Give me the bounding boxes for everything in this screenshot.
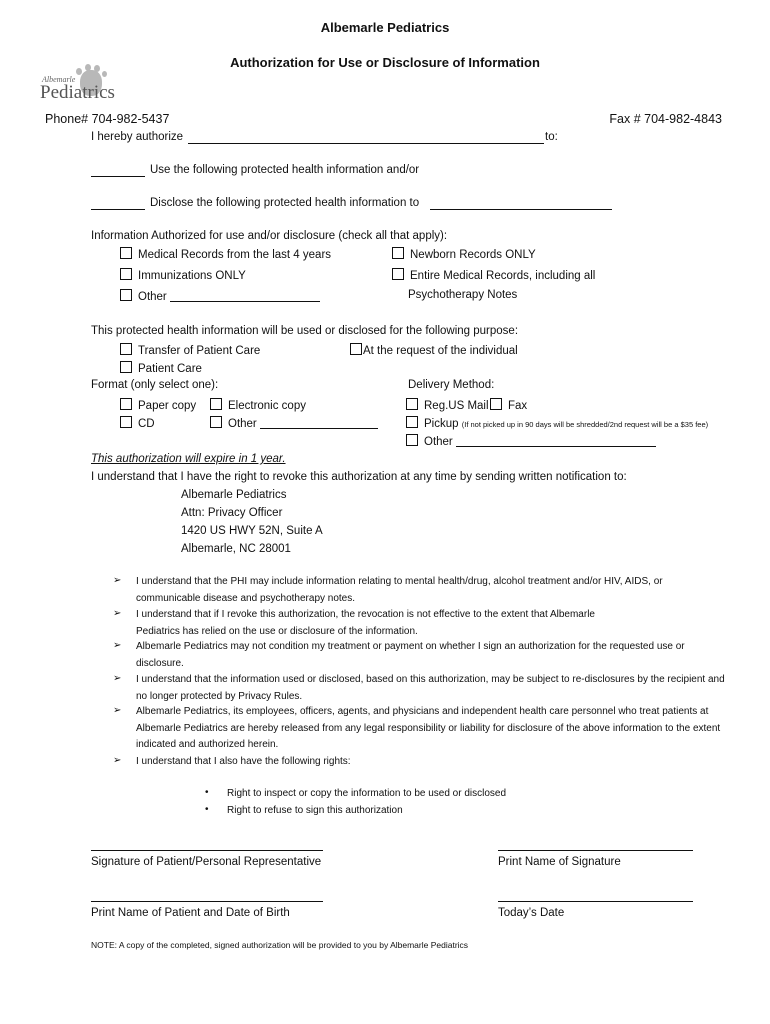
- checkbox[interactable]: [210, 416, 222, 428]
- understanding-item: I understand that the information used or disclosed, based on this authorization, may be subject to re-disclosures by the recipient and no longer protected by Privacy Rules.: [136, 674, 725, 702]
- format-other-option[interactable]: [210, 416, 257, 430]
- disclose-option-label: Disclose the following protected health information to: [150, 197, 420, 209]
- signature-field[interactable]: [91, 850, 323, 851]
- authorize-recipient-field[interactable]: [188, 143, 544, 144]
- checkbox[interactable]: [120, 247, 132, 259]
- option-label: Other: [138, 291, 167, 303]
- option-label: Newborn Records ONLY: [410, 249, 536, 261]
- checkbox[interactable]: [406, 434, 418, 446]
- entire-records-option-line2: Psychotherapy Notes: [408, 289, 518, 301]
- option-label: Reg.US Mail: [424, 400, 489, 412]
- use-option-label: Use the following protected health information and/or: [150, 164, 420, 176]
- address-line: Albemarle, NC 28001: [181, 543, 291, 555]
- checkbox[interactable]: [350, 343, 362, 355]
- address-line: Attn: Privacy Officer: [181, 507, 283, 519]
- authorize-suffix: to:: [545, 131, 558, 143]
- option-label: Patient Care: [138, 363, 202, 375]
- option-label: Electronic copy: [228, 400, 306, 412]
- logo: [38, 68, 115, 108]
- checkbox[interactable]: [120, 398, 132, 410]
- patient-dob-field[interactable]: [91, 901, 323, 902]
- checkbox[interactable]: [392, 268, 404, 280]
- medical-records-option[interactable]: [120, 247, 331, 261]
- paper-copy-option[interactable]: [120, 398, 196, 412]
- format-other-field[interactable]: [260, 428, 378, 429]
- fax-number: Fax # 704-982-4843: [609, 112, 722, 126]
- arrow-bullet-icon: ➢: [113, 640, 122, 651]
- signature-label: Signature of Patient/Personal Representative: [91, 856, 322, 868]
- checkbox[interactable]: [120, 416, 132, 428]
- arrow-bullet-icon: ➢: [113, 705, 122, 716]
- option-label: Fax: [508, 400, 528, 412]
- patient-dob-label: Print Name of Patient and Date of Birth: [91, 907, 290, 919]
- pickup-note: (If not picked up in 90 days will be shredded/2nd request will be a $35 fee): [461, 420, 709, 429]
- footer-note: NOTE: A copy of the completed, signed authorization will be provided to you by Albemarle Pediatrics: [91, 940, 469, 950]
- logo-large-text: Pediatrics: [40, 82, 115, 103]
- checkbox[interactable]: [490, 398, 502, 410]
- arrow-bullet-icon: ➢: [113, 755, 122, 766]
- bullet-icon: •: [205, 787, 209, 798]
- todays-date-label: Today’s Date: [498, 907, 565, 919]
- understanding-item: I understand that if I revoke this authorization, the revocation is not effective to the extent that Albemarle Pediatrics has relied on the use or disclosure of the information.: [136, 609, 595, 637]
- print-name-signature-field[interactable]: [498, 850, 693, 851]
- delivery-other-option[interactable]: [406, 434, 453, 448]
- delivery-other-field[interactable]: [456, 446, 656, 447]
- info-other-option[interactable]: [120, 289, 167, 303]
- revoke-statement: I understand that I have the right to revoke this authorization at any time by sending written notification to:: [91, 471, 627, 483]
- checkbox[interactable]: [210, 398, 222, 410]
- address-line: Albemarle Pediatrics: [181, 489, 287, 501]
- immunizations-option[interactable]: [120, 268, 246, 282]
- understanding-item: I understand that the PHI may include information relating to mental health/drug, alcohol treatment and/or HIV, AIDS, or communicable disease and psychotherapy notes.: [136, 576, 663, 604]
- org-name: Albemarle Pediatrics: [320, 20, 450, 35]
- option-label: Entire Medical Records, including all: [410, 270, 596, 282]
- option-label: Medical Records from the last 4 years: [138, 249, 332, 261]
- delivery-heading: Delivery Method:: [408, 379, 495, 391]
- format-heading: Format (only select one):: [91, 379, 219, 391]
- request-option[interactable]: [350, 343, 518, 357]
- option-label: Transfer of Patient Care: [138, 345, 261, 357]
- disclose-option-field[interactable]: [91, 209, 145, 210]
- electronic-copy-option[interactable]: [210, 398, 306, 412]
- mail-option[interactable]: [406, 398, 489, 412]
- checkbox[interactable]: [406, 398, 418, 410]
- arrow-bullet-icon: ➢: [113, 673, 122, 684]
- authorize-prefix: I hereby authorize: [91, 131, 184, 143]
- option-label: CD: [138, 418, 155, 430]
- checkbox[interactable]: [392, 247, 404, 259]
- checkbox[interactable]: [120, 289, 132, 301]
- understanding-item: Albemarle Pediatrics, its employees, officers, agents, and physicians and independent health care personnel who treat patients at Albemarle Pediatrics are hereby released from any legal responsibility or liability for disclosure of the above information to the extent indicated and authorized herein.: [136, 706, 721, 750]
- option-label: Immunizations ONLY: [138, 270, 246, 282]
- todays-date-field[interactable]: [498, 901, 693, 902]
- purpose-heading: This protected health information will be used or disclosed for the following purpose:: [91, 325, 519, 337]
- checkbox[interactable]: [120, 343, 132, 355]
- phone-number: Phone# 704-982-5437: [45, 112, 170, 126]
- option-label: Other: [228, 418, 257, 430]
- disclose-recipient-field[interactable]: [430, 209, 612, 210]
- cd-option[interactable]: [120, 416, 155, 430]
- option-label: At the request of the individual: [363, 345, 518, 357]
- right-item: Right to refuse to sign this authorization: [227, 805, 403, 816]
- understanding-item: Albemarle Pediatrics may not condition my treatment or payment on whether I sign an authorization for the requested use or disclosure.: [136, 641, 685, 669]
- info-heading: Information Authorized for use and/or disclosure (check all that apply):: [91, 230, 448, 242]
- transfer-option[interactable]: [120, 343, 260, 357]
- arrow-bullet-icon: ➢: [113, 575, 122, 586]
- newborn-option[interactable]: [392, 247, 536, 261]
- info-other-field[interactable]: [170, 301, 320, 302]
- option-label: Pickup: [424, 418, 459, 430]
- option-label: Paper copy: [138, 400, 197, 412]
- right-item: Right to inspect or copy the information to be used or disclosed: [227, 788, 507, 799]
- form-title: Authorization for Use or Disclosure of Information: [230, 55, 540, 70]
- arrow-bullet-icon: ➢: [113, 608, 122, 619]
- logo-small-text: Albemarle: [42, 75, 76, 84]
- checkbox[interactable]: [120, 268, 132, 280]
- entire-records-option[interactable]: [392, 268, 595, 282]
- option-label: Other: [424, 436, 453, 448]
- checkbox[interactable]: [406, 416, 418, 428]
- use-option-field[interactable]: [91, 176, 145, 177]
- address-line: 1420 US HWY 52N, Suite A: [181, 525, 323, 537]
- checkbox[interactable]: [120, 361, 132, 373]
- bullet-icon: •: [205, 804, 209, 815]
- patient-care-option[interactable]: [120, 361, 202, 375]
- understanding-item: I understand that I also have the following rights:: [136, 756, 351, 767]
- pickup-option[interactable]: [406, 416, 708, 430]
- fax-option[interactable]: [490, 398, 527, 412]
- expiry-notice: This authorization will expire in 1 year.: [91, 453, 286, 465]
- print-name-signature-label: Print Name of Signature: [498, 856, 621, 868]
